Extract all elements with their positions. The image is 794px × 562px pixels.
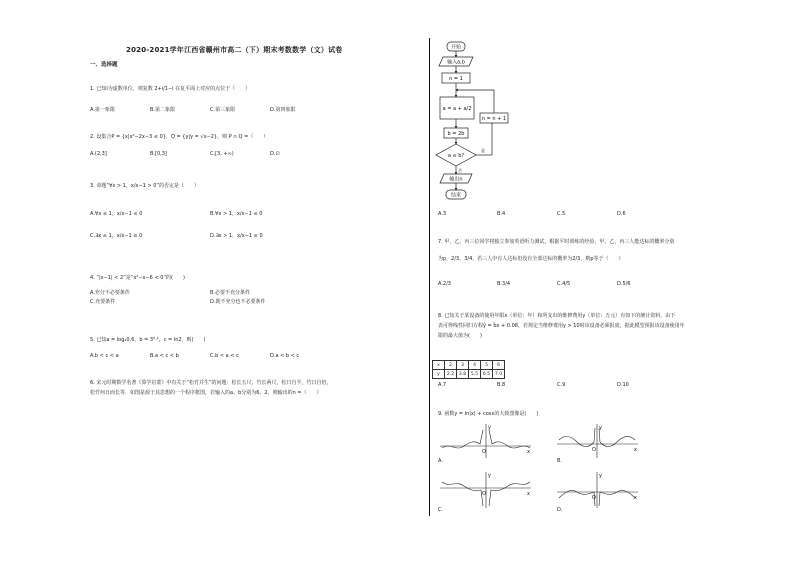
graph-a-origin: O: [482, 449, 486, 455]
flow-increment-label: n = n + 1: [481, 116, 507, 122]
question-9-option-d: D.: [557, 507, 563, 513]
graph-c-origin: O: [482, 491, 486, 497]
graph-b-origin: O: [592, 447, 596, 453]
graph-a-axis-x: x: [527, 449, 530, 455]
table-cell: 5: [481, 361, 493, 370]
question-6-option-b: B.4: [497, 211, 506, 217]
question-4-option-b: B.必要不充分条件: [210, 290, 251, 296]
question-2-stem: 2. 设集合P = {x|x²−2x−3 ≤ 0}，Q = {y|y = √x−2}，则 P ∩ Q =（ ）: [90, 134, 269, 140]
table-row: [433, 370, 505, 379]
question-9-stem: 9. 函数y = ln|x| + cosx的大致图像是( ): [438, 411, 539, 417]
question-5-stem: 5. 已知a = log₂0.6，b = 3⁰·¹，c = ln2，则( ): [90, 337, 206, 343]
flow-update-b-label: b = 2b: [447, 131, 465, 137]
question-5-option-a: A.b < c < a: [90, 353, 119, 359]
question-9-option-c: C.: [438, 507, 444, 513]
question-4-stem: 4. “|x−1| < 2”是“x²−x−6 < 0”的( ): [90, 275, 185, 281]
flow-init-label: n = 1: [449, 76, 463, 82]
question-4-option-c: C.充要条件: [90, 299, 116, 305]
question-7-option-a: A.2/3: [438, 281, 451, 287]
graph-c-axis-y: y: [488, 473, 491, 479]
question-6-line-1: 6. 宋元时期数学名著《算学启蒙》中有关于“松竹并生”的问题：松长五尺，竹长两尺，松日自半，竹日自倍，: [90, 380, 332, 386]
table-cell: 4: [469, 361, 481, 370]
question-1-option-d: D.第四象限: [270, 107, 296, 113]
table-cell: 3.8: [457, 370, 469, 379]
question-6-line-2: 松竹何日而长等．如图是源于其思想的一个程序框图，若输入的a、b分别为6、2，则输出的n =（ ）: [90, 390, 322, 396]
question-8-option-b: B.8: [497, 382, 506, 388]
question-2-option-b: B.[0,3]: [150, 151, 167, 157]
question-8-line-2: 表可得线性回归方程ŷ = b̂x + 0.08，若规定当维修费用y > 10时该设备必须报废，据此模型预报该设备使用年: [438, 323, 685, 329]
flow-end-label: 结束: [450, 192, 462, 199]
graph-b-axis-y: y: [599, 425, 602, 431]
question-8-line-3: 限的最大值为( ): [438, 333, 482, 339]
question-3-option-a: A.∀x ≤ 1，x/x−1 ≤ 0: [90, 211, 143, 217]
flow-start-label: 开始: [450, 44, 462, 51]
page-title: 2020-2021学年江西省赣州市高二（下）期末考数数学（文）试卷: [126, 46, 343, 54]
statistics-table: [432, 360, 505, 379]
table-cell: 6: [493, 361, 505, 370]
graph-a-axis-y: y: [488, 425, 491, 431]
question-9-option-a: A.: [438, 458, 443, 464]
question-7-option-c: C.4/5: [557, 281, 571, 287]
question-1-stem: 1. 已知i为虚数单位，则复数 2+i/1−i 在复平面上对应的点位于（ ）: [90, 86, 251, 92]
question-2-option-a: A.(2,3]: [90, 151, 107, 157]
question-3-stem: 3. 命题“∀x > 1，x/x−1 > 0”的否定是（ ）: [90, 183, 199, 189]
flow-output-label: 输出n: [449, 176, 463, 183]
question-3-option-c: C.∃x ≤ 1，x/x−1 ≤ 0: [90, 233, 143, 239]
graph-d-axis-x: x: [634, 495, 637, 501]
graph-option-b: [555, 422, 640, 460]
table-cell: 2: [445, 361, 457, 370]
graph-d-origin: O: [592, 495, 596, 501]
question-6-option-c: C.5: [557, 211, 566, 217]
question-5-option-b: B.a < c < b: [150, 353, 179, 359]
table-cell: 5.5: [469, 370, 481, 379]
question-9-option-b: B.: [557, 458, 563, 464]
graph-b-axis-x: x: [634, 447, 637, 453]
question-2-option-c: C.[3, +∞): [210, 151, 234, 157]
question-1-option-c: C.第三象限: [210, 107, 236, 113]
table-cell: 3: [457, 361, 469, 370]
graph-c-axis-x: x: [527, 491, 530, 497]
question-7-line-2: 为p，2/3，3/4，若三人中有人达标但没有全部达标的概率为2/3，则p等于（ ）: [438, 256, 624, 262]
question-5-option-d: D.a < b < c: [270, 353, 300, 359]
question-7-option-d: D.5/6: [617, 281, 631, 287]
question-6-option-d: D.6: [617, 211, 626, 217]
question-1-option-a: A.第一象限: [90, 107, 115, 113]
column-divider: [429, 38, 430, 516]
graph-option-d: [555, 470, 640, 510]
question-3-option-b: B.∀x > 1，x/x−1 ≤ 0: [210, 211, 263, 217]
table-cell: y: [433, 370, 445, 379]
flow-no-label: 否: [458, 168, 462, 173]
program-flowchart: [432, 38, 522, 203]
flow-update-a-label: a = a + a/2: [442, 106, 472, 112]
question-4-option-d: D.既不充分也不必要条件: [210, 299, 266, 305]
question-2-option-d: D.∅: [270, 151, 280, 157]
flow-input-label: 输入a,b: [447, 59, 465, 66]
question-4-option-a: A.充分不必要条件: [90, 290, 130, 296]
table-cell: 2.2: [445, 370, 457, 379]
question-1-option-b: B.第二象限: [150, 107, 176, 113]
question-7-option-b: B.3/4: [497, 281, 511, 287]
question-8-option-a: A.7: [438, 382, 447, 388]
graph-d-axis-y: y: [599, 473, 602, 479]
graph-option-a: [438, 422, 533, 460]
question-8-option-d: D.10: [617, 382, 629, 388]
table-row: [433, 361, 505, 370]
flow-condition-label: a ≤ b?: [447, 153, 465, 159]
table-cell: 7.0: [493, 370, 505, 379]
flow-yes-label: 是: [481, 148, 485, 153]
graph-option-c: [438, 470, 533, 510]
question-8-option-c: C.9: [557, 382, 566, 388]
table-cell: x: [433, 361, 445, 370]
question-5-option-c: C.b < a < c: [210, 353, 239, 359]
question-6-option-a: A.3: [438, 211, 447, 217]
question-3-option-d: D.∃x > 1，x/x−1 ≤ 0: [210, 233, 263, 239]
question-8-line-1: 8. 已知关于某设备的使用年限x（单位：年）和所支出的维修费用y（单位：万元）有如下的统计资料，由下: [438, 313, 676, 319]
section-heading: 一、选择题: [90, 62, 118, 68]
question-7-line-1: 7. 甲、乙、丙三位同学将独立参加英语听力测试，根据平时训练的经验，甲、乙、丙三人能达标的概率分别: [438, 239, 675, 245]
table-cell: 6.5: [481, 370, 493, 379]
